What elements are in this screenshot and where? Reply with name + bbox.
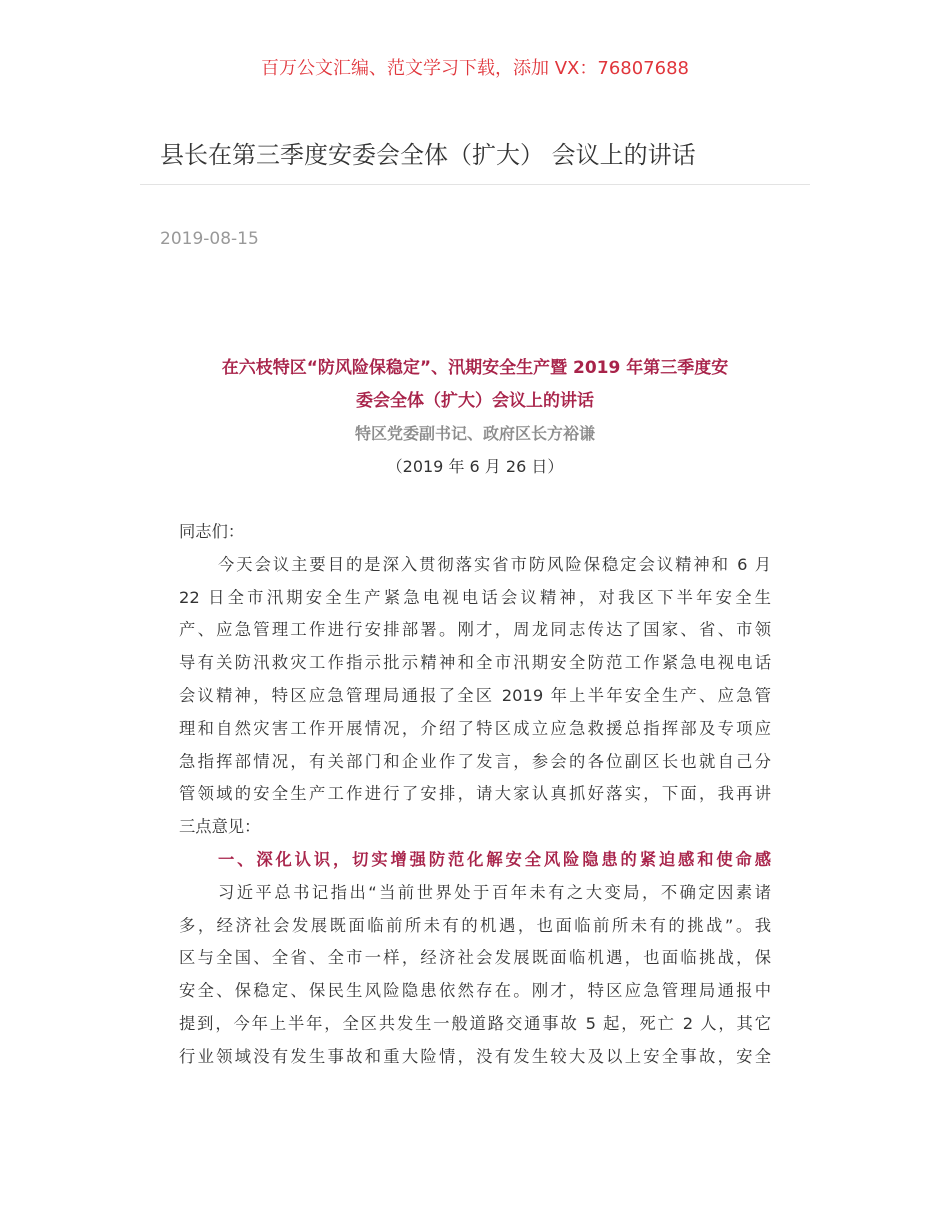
- paragraph-line: 三点意见：: [179, 817, 261, 837]
- paragraph-line: 管领域的安全生产工作进行了安排，请大家认真抓好落实，下面，我再讲: [179, 784, 771, 804]
- speech-body: [179, 516, 771, 1074]
- paragraph-line: 产、应急管理工作进行安排部署。刚才，周龙同志传达了国家、省、市领: [179, 620, 771, 640]
- section-heading: 一、深化认识，切实增强防范化解安全风险隐患的紧迫感和使命感: [218, 849, 771, 869]
- speaker-name: 特区党委副书记、政府区长方裕谦: [354, 424, 595, 443]
- salutation: 同志们：: [179, 522, 245, 541]
- speech-title-line: 委会全体（扩大）会议上的讲话: [356, 391, 594, 411]
- paragraph-line: 提到，今年上半年，全区共发生一般道路交通事故 5 起，死亡 2 人，其它: [179, 1013, 771, 1033]
- paragraph-line: 习近平总书记指出“当前世界处于百年未有之大变局，不确定因素诸: [218, 882, 771, 902]
- paragraph-line: 急指挥部情况，有关部门和企业作了发言，参会的各位副区长也就自己分: [179, 751, 771, 771]
- paragraph-line: 导有关防汛救灾工作指示批示精神和全市汛期安全防范工作紧急电视电话: [179, 653, 771, 673]
- speech-date: （2019 年 6 月 26 日）: [386, 457, 564, 476]
- paragraph-line: 安全、保稳定、保民生风险隐患依然存在。刚才，特区应急管理局通报中: [179, 981, 771, 1001]
- paragraph-line: 行业领域没有发生事故和重大险情，没有发生较大及以上安全事故，安全: [179, 1046, 771, 1066]
- paragraph-line: 理和自然灾害工作开展情况，介绍了特区成立应急救援总指挥部及专项应: [179, 718, 771, 738]
- paragraph-line: 多，经济社会发展既面临前所未有的机遇，也面临前所未有的挑战”。我: [179, 915, 771, 935]
- paragraph-line: 今天会议主要目的是深入贯彻落实省市防风险保稳定会议精神和 6 月: [218, 554, 771, 574]
- publish-date: 2019-08-15: [160, 229, 259, 249]
- speech-title-line: 在六枝特区“防风险保稳定”、汛期安全生产暨 2019 年第三季度安: [221, 358, 729, 378]
- paragraph-line: 区与全国、全省、全市一样，经济社会发展既面临机遇，也面临挑战，保: [179, 948, 771, 968]
- paragraph-line: 22 日全市汛期安全生产紧急电视电话会议精神，对我区下半年安全生: [179, 587, 771, 607]
- title-divider: [140, 184, 810, 185]
- watermark-banner: 百万公文汇编、范文学习下载，添加 VX：76807688: [261, 58, 689, 79]
- page-title: 县长在第三季度安委会全体（扩大） 会议上的讲话: [160, 141, 696, 169]
- paragraph-line: 会议精神，特区应急管理局通报了全区 2019 年上半年安全生产、应急管: [179, 685, 771, 705]
- speech-title: [180, 352, 770, 418]
